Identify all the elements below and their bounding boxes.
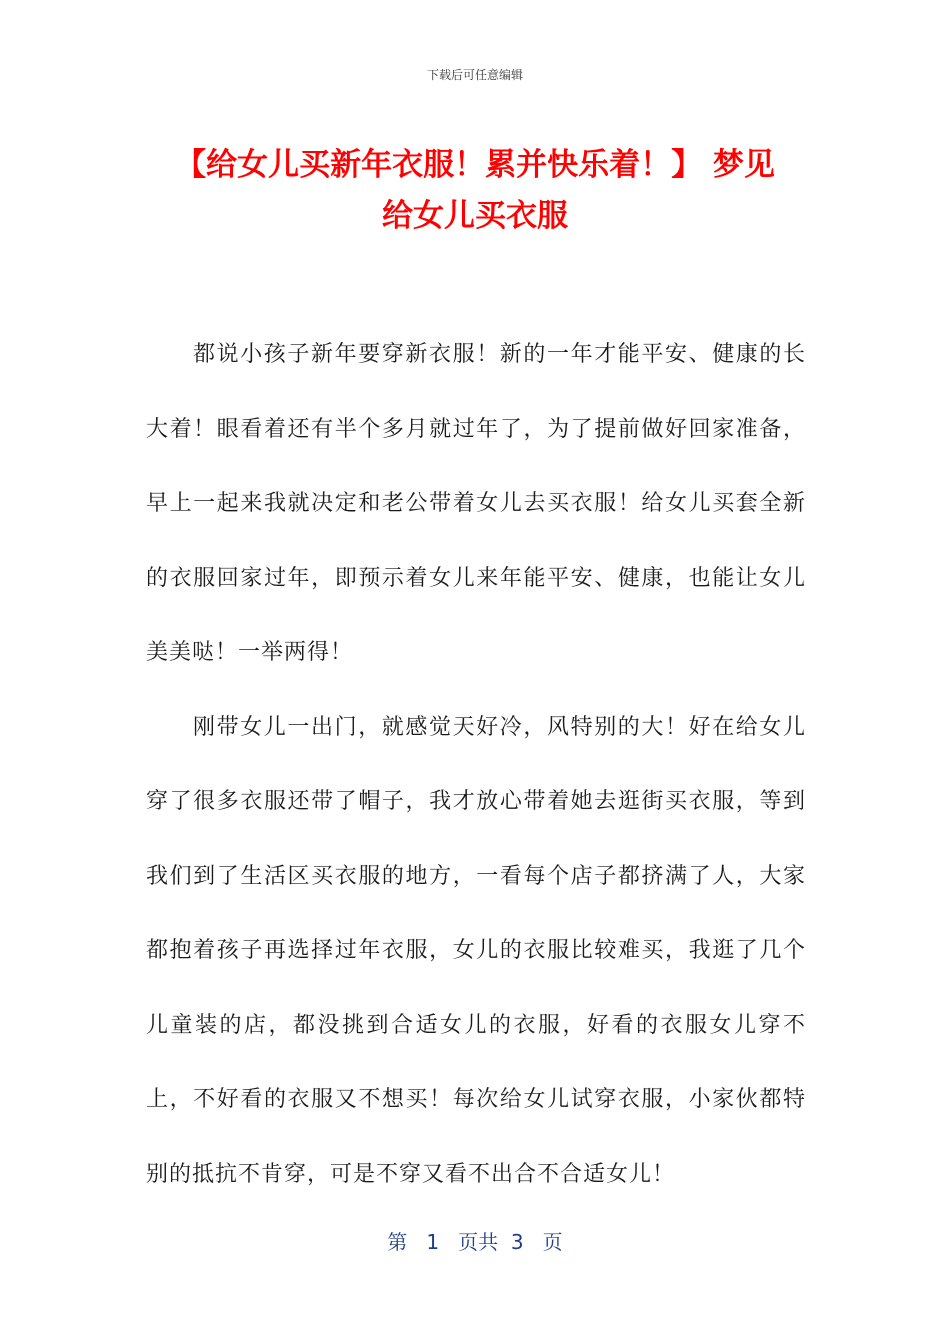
paragraph-1: 都说小孩子新年要穿新衣服！新的一年才能平安、健康的长大着！眼看着还有半个多月就过年了，为了提前做好回家准备，早上一起来我就决定和老公带着女儿去买衣服！给女儿买套全新的衣服回家过年，即预示着女儿来年能平安、健康，也能让女儿美美哒！一举两得！ (146, 342, 806, 665)
document-body (146, 318, 806, 1212)
header-note: 下载后可任意编辑 (426, 68, 523, 82)
title-line-1: 【给女儿买新年衣服！累并快乐着！】 梦见 (175, 147, 775, 183)
paragraph-2: 刚带女儿一出门，就感觉天好冷，风特别的大！好在给女儿穿了很多衣服还带了帽子，我才放心带着她去逛街买衣服，等到我们到了生活区买衣服的地方，一看每个店子都挤满了人，大家都抱着孩子再选择过年衣服，女儿的衣服比较难买，我逛了几个儿童装的店，都没挑到合适女儿的衣服，好看的衣服女儿穿不上，不好看的衣服又不想买！每次给女儿试穿衣服，小家伙都特别的抵抗不肯穿，可是不穿又看不出合不合适女儿！ (146, 714, 806, 1187)
page-footer: 第 1 页共 3 页 (387, 1230, 563, 1254)
document-title (100, 140, 850, 242)
title-line-2: 给女儿买衣服 (382, 198, 568, 234)
